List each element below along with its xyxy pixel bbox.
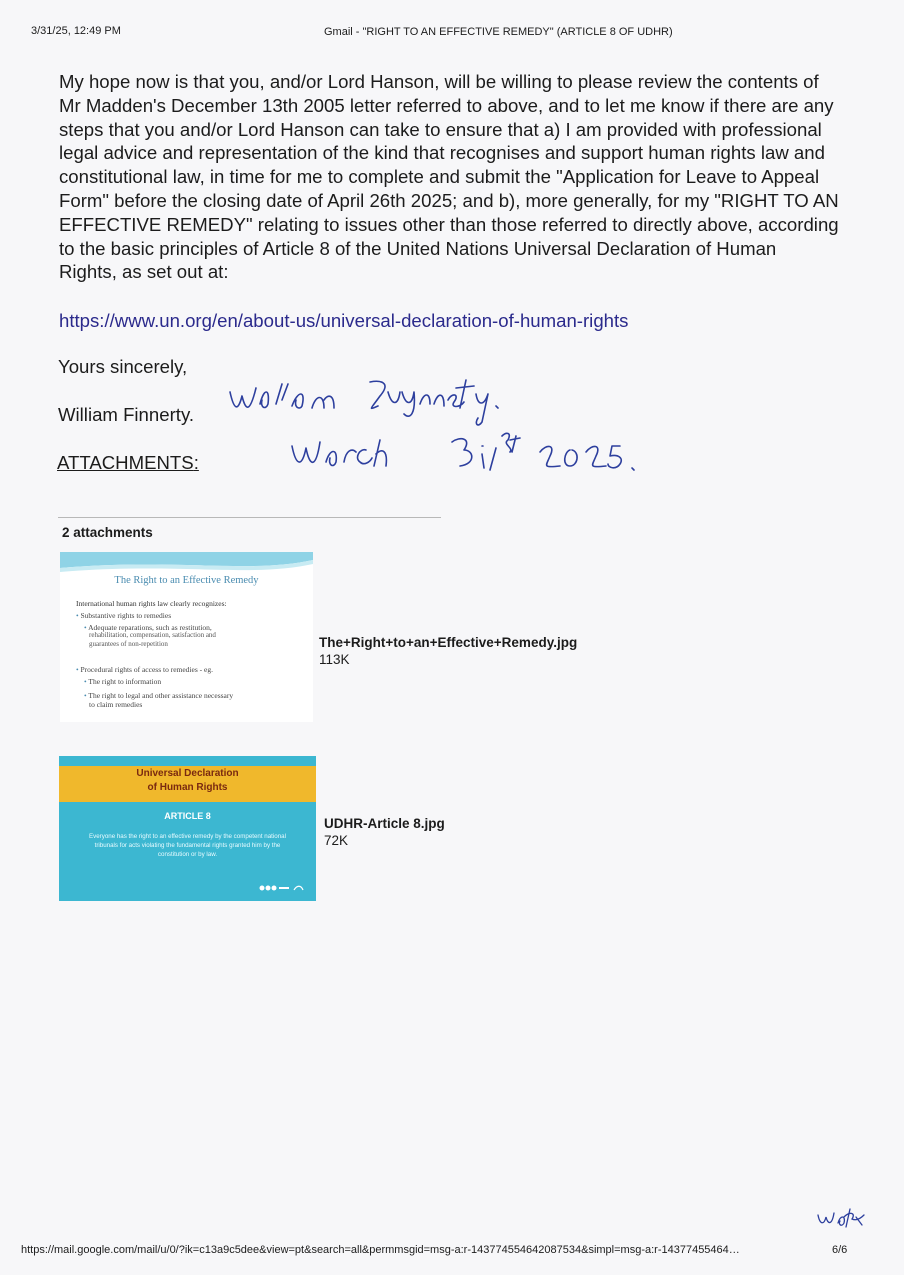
thumb-text-line: to claim remedies (89, 700, 143, 709)
thumb-subbullet: • Adequate reparations, such as restitution, (84, 623, 212, 632)
attachments-heading (57, 452, 199, 474)
attachment-filename[interactable]: The+Right+to+an+Effective+Remedy.jpg (319, 635, 578, 650)
thumb-subbullet-text: Adequate reparations, such as restitution, (88, 623, 212, 632)
thumb-subbullet-continued (89, 631, 299, 648)
thumb-title-line: of Human Rights (147, 782, 228, 793)
attachments-count: 2 attachments (62, 525, 153, 540)
attachments-heading-text: ATTACHMENTS (57, 452, 194, 473)
thumb-title (59, 767, 316, 795)
signer-name: William Finnerty. (58, 404, 195, 425)
attachment-thumbnail-remedy[interactable] (60, 552, 313, 722)
thumb-intro: International human rights law clearly recognizes: (76, 599, 227, 608)
print-page-number: 6/6 (832, 1244, 848, 1256)
thumb-subbullet-text: The right to legal and other assistance necessary (88, 691, 234, 700)
thumb-bullet: • Substantive rights to remedies (76, 611, 172, 620)
thumb-title-line: Universal Declaration (136, 768, 239, 779)
handwritten-signature (220, 370, 700, 485)
attachment-thumbnail-udhr[interactable] (59, 756, 316, 901)
attachment-size: 113K (319, 652, 350, 667)
attachments-heading-colon: : (193, 452, 199, 473)
print-footer-url: https://mail.google.com/mail/u/0/?ik=c13a9c5dee&view=pt&search=all&permmsgid=msg-a:r-143774554642087534&simpl=msg-a:r-14377455464… (21, 1244, 740, 1256)
thumb-bullet: • Procedural rights of access to remedies - eg. (76, 665, 213, 674)
attachment-size: 72K (324, 833, 349, 848)
thumb-article-text: Everyone has the right to an effective remedy by the competent national tribunals for acts violating the fundamental rights granted him by the constitution or by law. (89, 833, 286, 858)
thumb-subbullet: • The right to legal and other assistance necessary (84, 691, 234, 700)
thumb-bullet-text: Procedural rights of access to remedies - eg. (80, 665, 213, 674)
thumb-article-label: ARTICLE 8 (164, 811, 211, 821)
letter-body: My hope now is that you, and/or Lord Hanson, will be willing to please review the contents of Mr Madden's December 13th 2005 letter referred to above, and to let me know if there are any steps that you and/or Lord Hanson can take to ensure that a) I am provided with professional legal advice and representation of the kind that recognises and support human rights law and constitutional law, in time for me to complete and submit the "Application for Leave to Appeal Form" before the closing date of April 26th 2025; and b), more generally, for my "RIGHT TO AN EFFECTIVE REMEDY" relating to issues other than those referred to directly above, according to the basic principles of Article 8 of the United Nations Universal Declaration of Human Rights, as set out at: (59, 71, 839, 283)
udhr-link[interactable]: https://www.un.org/en/about-us/universal-declaration-of-human-rights (59, 310, 629, 331)
thumb-bullet-text: Substantive rights to remedies (80, 611, 172, 620)
logo-icon (259, 884, 304, 892)
divider (58, 517, 441, 518)
print-datetime: 3/31/25, 12:49 PM (31, 25, 121, 37)
thumb-subbullet-text: The right to information (88, 677, 162, 686)
thumb-title: The Right to an Effective Remedy (114, 575, 259, 586)
closing-line: Yours sincerely, (58, 356, 188, 377)
thumb-text-line: guarantees of non-repetition (89, 639, 168, 648)
thumb-subbullet: • The right to information (84, 677, 162, 686)
handwritten-initials (812, 1203, 872, 1233)
print-title: Gmail - "RIGHT TO AN EFFECTIVE REMEDY" (ARTICLE 8 OF UDHR) (324, 26, 673, 38)
thumb-text-line: rehabilitation, compensation, satisfaction and (89, 631, 216, 639)
attachment-filename[interactable]: UDHR-Article 8.jpg (324, 816, 445, 831)
